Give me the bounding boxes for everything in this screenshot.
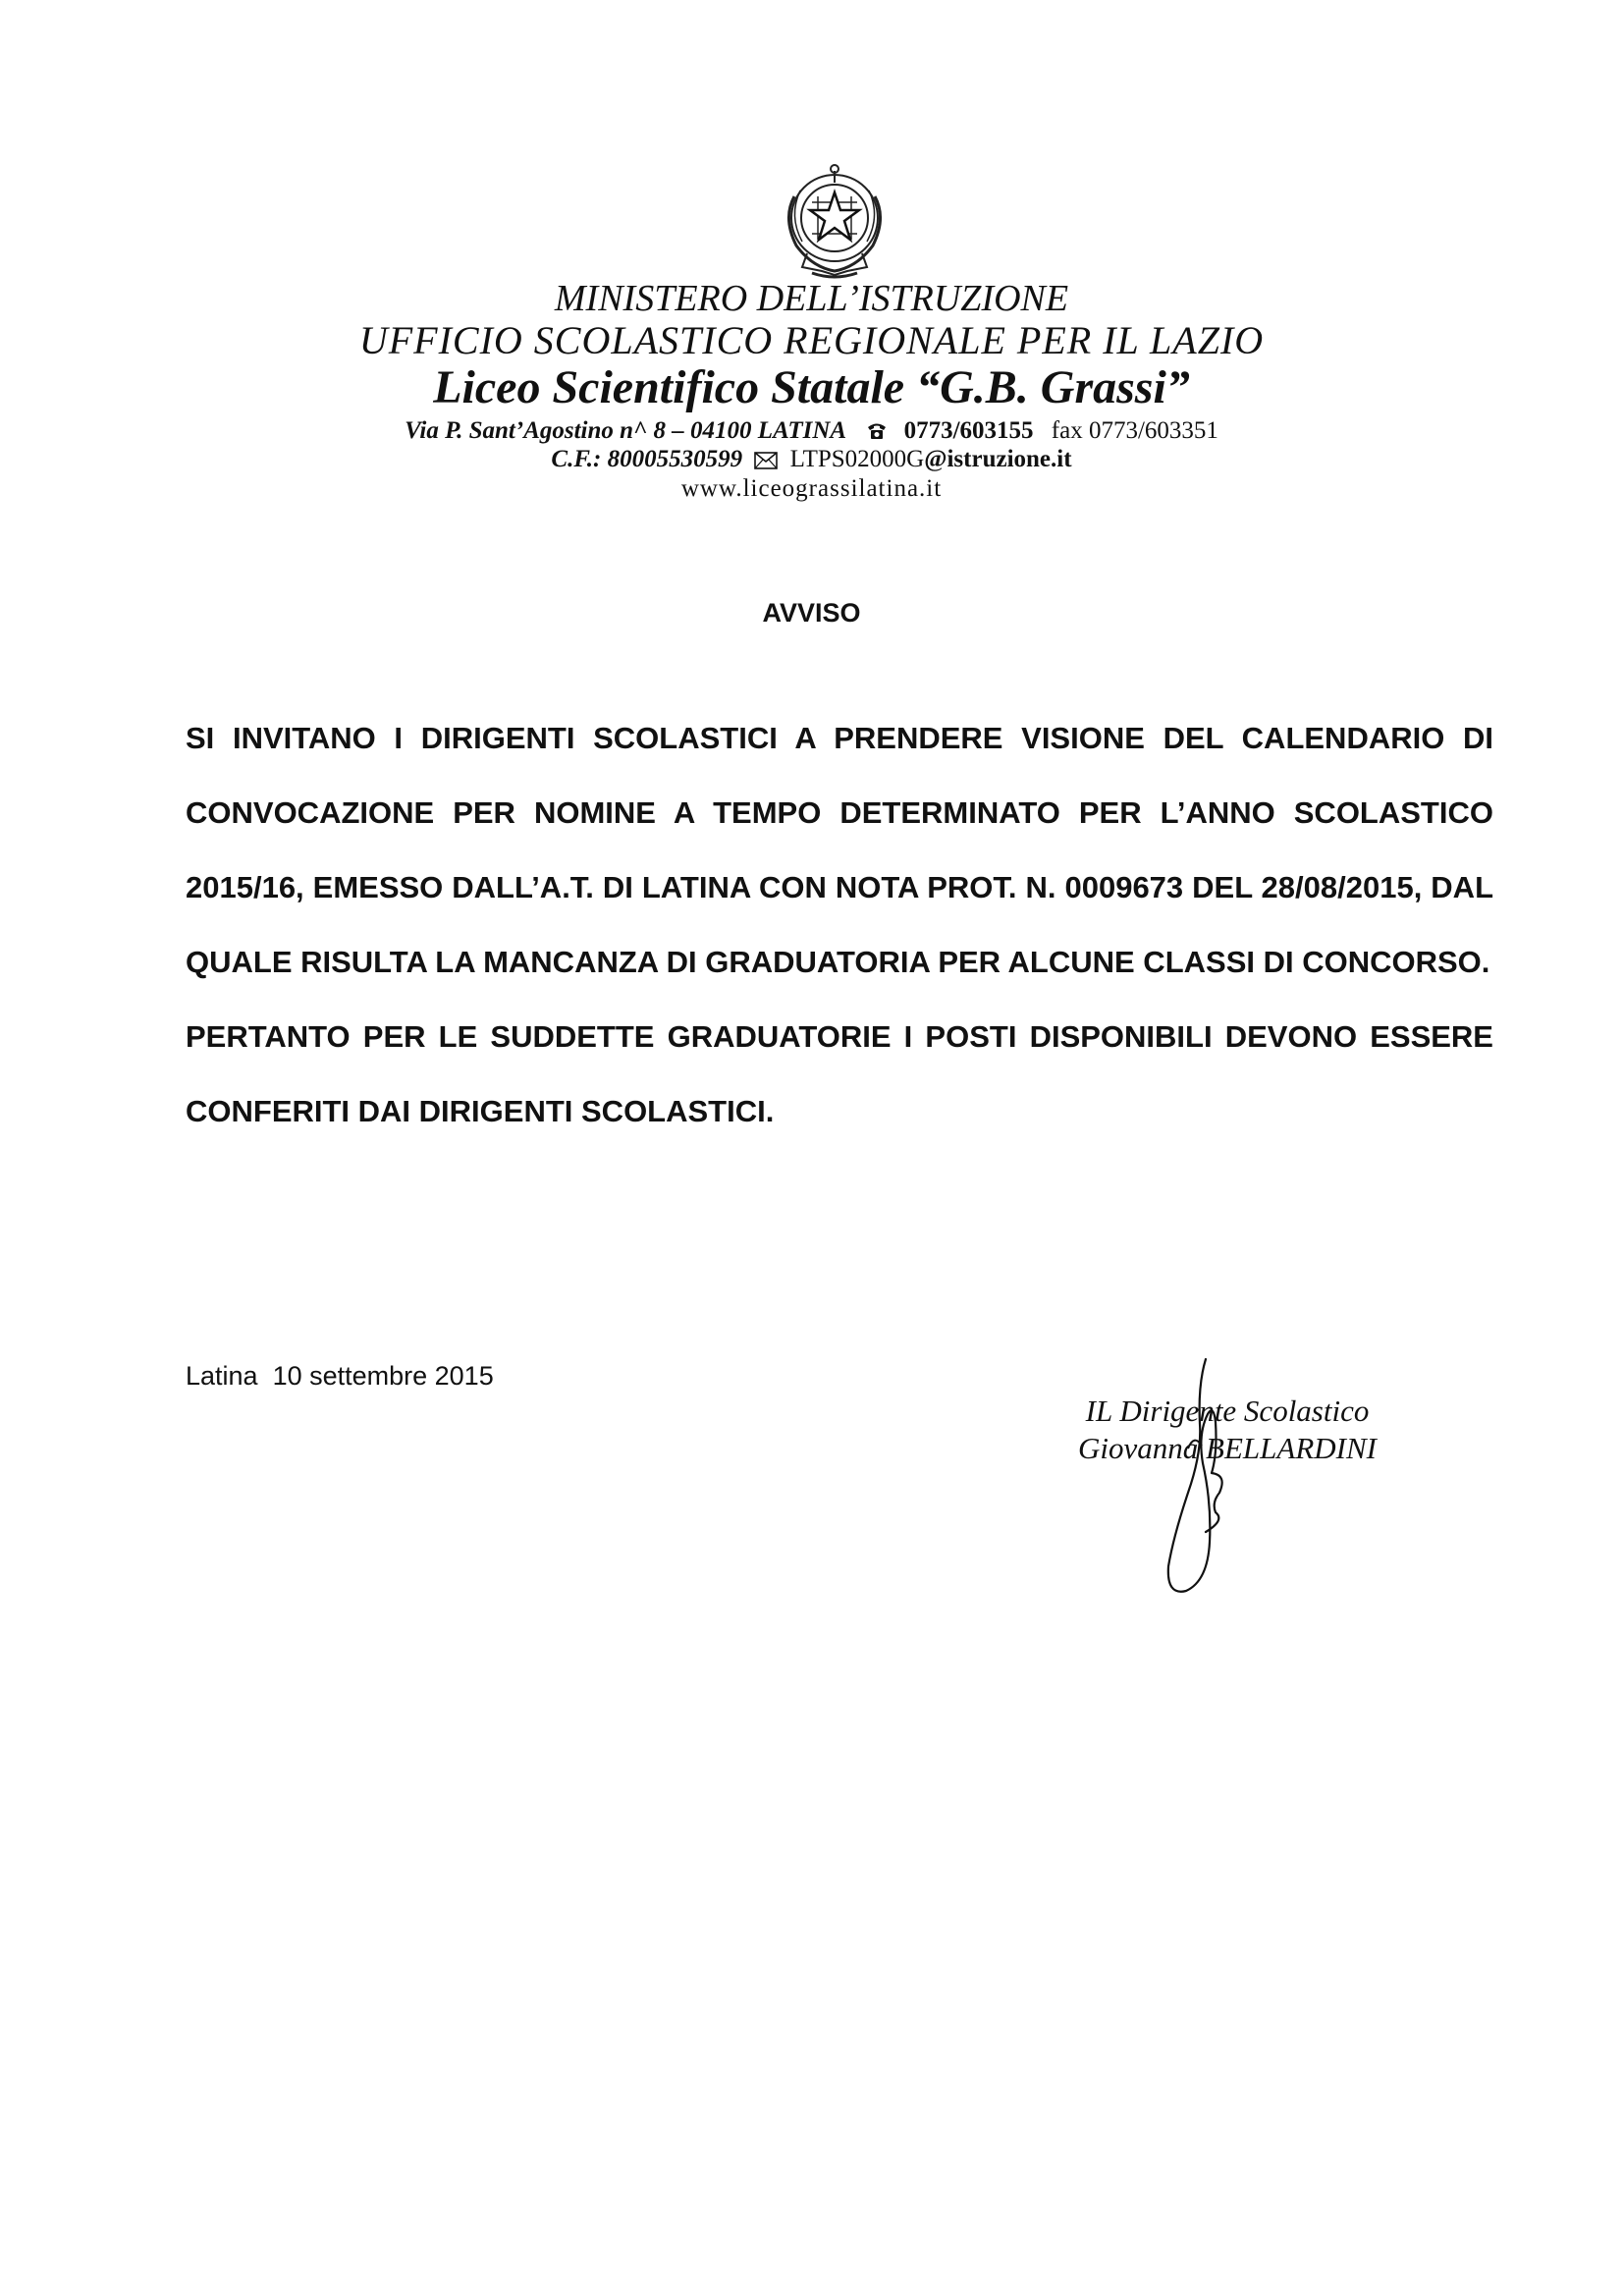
website: www.liceograssilatina.it <box>680 475 943 502</box>
signatory-role: IL Dirigente Scolastico <box>1085 1394 1370 1428</box>
email-user: LTPS02000G <box>789 446 925 472</box>
envelope-icon <box>754 452 778 469</box>
tax-code: C.F.: 80005530599 <box>551 446 743 472</box>
school-address: Via P. Sant’Agostino n^ 8 – 04100 LATINA <box>405 417 847 444</box>
phone-number: 0773/603155 <box>903 417 1034 444</box>
tax-and-email-line <box>0 445 1623 474</box>
address-line <box>0 416 1623 446</box>
italian-republic-emblem <box>773 157 896 287</box>
notice-paragraph-1: SI INVITANO I DIRIGENTI SCOLASTICI A PRENDERE VISIONE DEL CALENDARIO DI CONVOCAZIONE PER NOMINE A TEMPO DETERMINATO PER L’ANNO SCOLASTICO 2015/16, EMESSO DALL’A.T. DI LATINA CON NOTA PROT. N. 0009673 DEL 28/08/2015, DAL QUALE RISULTA LA MANCANZA DI GRADUATORIA PER ALCUNE CLASSI DI CONCORSO. <box>186 721 1493 979</box>
school-name: Liceo Scientifico Statale “G.B. Grassi” <box>433 361 1190 413</box>
notice-title: AVVISO <box>762 598 861 628</box>
notice-body <box>186 701 1493 1149</box>
place-and-date: Latina 10 settembre 2015 <box>186 1361 494 1391</box>
ministry-name: MINISTERO DELL’ISTRUZIONE <box>554 278 1069 319</box>
notice-paragraph-2: PERTANTO PER LE SUDDETTE GRADUATORIE I POSTI DISPONIBILI DEVONO ESSERE CONFERITI DAI DIRIGENTI SCOLASTICI. <box>186 1019 1493 1128</box>
regional-office-name: UFFICIO SCOLASTICO REGIONALE PER IL LAZIO <box>358 318 1265 362</box>
telephone-icon <box>866 421 888 441</box>
handwritten-signature <box>1129 1355 1267 1601</box>
fax-number: fax 0773/603351 <box>1051 417 1218 444</box>
signatory-name: Giovanna BELLARDINI <box>1078 1431 1377 1465</box>
email-domain: @istruzione.it <box>924 446 1072 472</box>
